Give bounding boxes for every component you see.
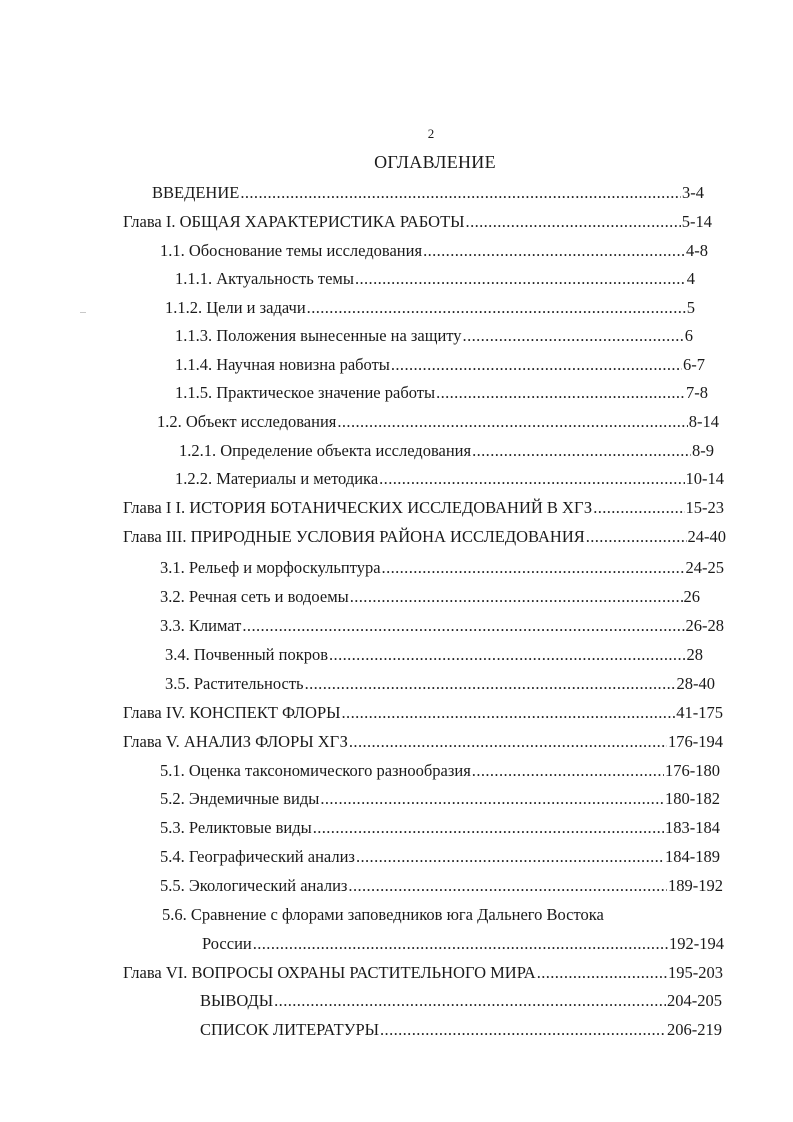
toc-entry-3-4[interactable]	[165, 644, 703, 666]
toc-entry-text: 5.6. Сравнение с флорами заповедников юга Дальнего Востока	[162, 905, 604, 924]
toc-entry-text: ВЫВОДЫ	[200, 991, 274, 1010]
toc-entry-1-2-2[interactable]	[175, 468, 724, 490]
toc-entry-text: 1.2.2. Материалы и методика	[175, 469, 379, 488]
toc-entry-pages: 26-28	[685, 616, 724, 635]
dot-leader	[586, 526, 687, 548]
toc-entry-text: 5.3. Реликтовые виды	[160, 818, 312, 837]
dot-leader	[350, 586, 683, 608]
toc-entry-chapter-6[interactable]	[123, 962, 723, 984]
toc-entry-pages: 8-14	[688, 412, 719, 431]
toc-entry-text: 3.3. Климат	[160, 616, 242, 635]
toc-entry-5-1[interactable]	[160, 760, 720, 782]
toc-entry-1-1-3[interactable]	[175, 325, 693, 347]
dot-leader	[391, 354, 682, 376]
toc-entry-text: СПИСОК ЛИТЕРАТУРЫ	[200, 1020, 380, 1039]
toc-entry-pages: 183-184	[665, 818, 720, 837]
toc-entry-pages: 192-194	[669, 934, 724, 953]
toc-entry-text: 1.2.1. Определение объекта исследования	[179, 441, 472, 460]
toc-entry-text: 5.5. Экологический анализ	[160, 876, 348, 895]
toc-entry-pages: 4-8	[686, 241, 708, 260]
toc-entry-5-6-continued[interactable]	[202, 933, 724, 955]
toc-entry-pages: 41-175	[676, 703, 723, 722]
toc-entry-pages: 6	[684, 326, 693, 345]
toc-entry-chapter-5[interactable]	[123, 731, 723, 753]
toc-entry-text: 1.2. Объект исследования	[157, 412, 337, 431]
toc-entry-text: 3.1. Рельеф и морфоскульптура	[160, 558, 381, 577]
dot-leader	[348, 875, 667, 897]
dot-leader	[463, 325, 684, 347]
toc-entry-3-3[interactable]	[160, 615, 724, 637]
toc-entry-5-5[interactable]	[160, 875, 723, 897]
toc-entry-pages: 5	[686, 298, 695, 317]
toc-entry-chapter-2[interactable]	[123, 497, 724, 519]
toc-entry-pages: 176-194	[668, 732, 723, 751]
toc-entry-conclusions[interactable]	[200, 990, 722, 1012]
dot-leader	[382, 557, 685, 579]
scan-mark	[80, 312, 86, 313]
dot-leader	[472, 440, 691, 462]
dot-leader	[349, 731, 667, 753]
toc-entry-text: 3.5. Растительность	[165, 674, 304, 693]
toc-entry-pages: 3-4	[682, 183, 704, 202]
dot-leader	[380, 1019, 666, 1041]
toc-entry-pages: 204-205	[667, 991, 722, 1010]
dot-leader	[329, 644, 685, 666]
dot-leader	[307, 297, 686, 319]
toc-entry-text: 1.1.4. Научная новизна работы	[175, 355, 390, 374]
toc-entry-text: 1.1.1. Актуальность темы	[175, 269, 354, 288]
toc-entry-5-6[interactable]	[162, 904, 604, 926]
toc-entry-pages: 24-25	[685, 558, 724, 577]
toc-entry-5-3[interactable]	[160, 817, 720, 839]
toc-entry-1-1-4[interactable]	[175, 354, 705, 376]
toc-entry-text: 1.1.5. Практическое значение работы	[175, 383, 436, 402]
toc-entry-text: Глава I I. ИСТОРИЯ БОТАНИЧЕСКИХ ИССЛЕДОВАНИЙ В ХГЗ	[123, 498, 593, 517]
toc-entry-1-1-2[interactable]	[165, 297, 695, 319]
dot-leader	[356, 846, 664, 868]
dot-leader	[537, 962, 667, 984]
dot-leader	[436, 382, 685, 404]
toc-entry-pages: 176-180	[665, 761, 720, 780]
toc-entry-1-1-5[interactable]	[175, 382, 708, 404]
toc-entry-introduction[interactable]	[152, 182, 704, 204]
dot-leader	[342, 702, 676, 724]
dot-leader	[240, 182, 681, 204]
toc-entry-text: 1.1. Обоснование темы исследования	[160, 241, 423, 260]
toc-entry-pages: 180-182	[665, 789, 720, 808]
toc-entry-pages: 4	[686, 269, 695, 288]
toc-entry-text: 1.1.3. Положения вынесенные на защиту	[175, 326, 462, 345]
toc-entry-1-2-1[interactable]	[179, 440, 714, 462]
toc-entry-pages: 189-192	[668, 876, 723, 895]
dot-leader	[313, 817, 664, 839]
toc-entry-pages: 206-219	[667, 1020, 722, 1039]
toc-entry-references[interactable]	[200, 1019, 722, 1041]
dot-leader	[242, 615, 684, 637]
dot-leader	[355, 268, 686, 290]
toc-entry-text: Глава I. ОБЩАЯ ХАРАКТЕРИСТИКА РАБОТЫ	[123, 212, 465, 231]
toc-entry-text: Глава V. АНАЛИЗ ФЛОРЫ ХГЗ	[123, 732, 348, 751]
toc-entry-text: 5.2. Эндемичные виды	[160, 789, 320, 808]
toc-entry-pages: 26	[683, 587, 700, 606]
toc-entry-pages: 24-40	[687, 527, 726, 546]
toc-entry-chapter-4[interactable]	[123, 702, 723, 724]
toc-entry-pages: 10-14	[685, 469, 724, 488]
toc-entry-pages: 6-7	[683, 355, 705, 374]
toc-entry-text: ВВЕДЕНИЕ	[152, 183, 240, 202]
toc-title: ОГЛАВЛЕНИЕ	[374, 152, 496, 172]
toc-entry-3-5[interactable]	[165, 673, 715, 695]
toc-entry-pages: 184-189	[665, 847, 720, 866]
dot-leader	[253, 933, 668, 955]
toc-entry-5-2[interactable]	[160, 788, 720, 810]
toc-entry-text: 5.4. Географический анализ	[160, 847, 355, 866]
toc-entry-pages: 15-23	[685, 498, 724, 517]
toc-entry-text: 3.2. Речная сеть и водоемы	[160, 587, 349, 606]
dot-leader	[337, 411, 687, 433]
toc-entry-pages: 7-8	[686, 383, 708, 402]
dot-leader	[379, 468, 684, 490]
toc-entry-text: 1.1.2. Цели и задачи	[165, 298, 306, 317]
toc-entry-1-1[interactable]	[160, 240, 708, 262]
toc-entry-text: 5.1. Оценка таксономического разнообразия	[160, 761, 471, 780]
page-number: 2	[427, 126, 435, 141]
dot-leader	[423, 240, 685, 262]
toc-entry-3-1[interactable]	[160, 557, 724, 579]
dot-leader	[320, 788, 664, 810]
dot-leader	[466, 211, 681, 233]
toc-entry-text: Глава IV. КОНСПЕКТ ФЛОРЫ	[123, 703, 341, 722]
toc-entry-1-1-1[interactable]	[175, 268, 695, 290]
dot-leader	[274, 990, 666, 1012]
toc-entry-text: Глава III. ПРИРОДНЫЕ УСЛОВИЯ РАЙОНА ИССЛЕДОВАНИЯ	[123, 527, 585, 546]
dot-leader	[472, 760, 664, 782]
toc-entry-5-4[interactable]	[160, 846, 720, 868]
toc-entry-text: Глава VI. ВОПРОСЫ ОХРАНЫ РАСТИТЕЛЬНОГО МИРА	[123, 963, 536, 982]
toc-entry-chapter-1[interactable]	[123, 211, 712, 233]
dot-leader	[593, 497, 684, 519]
toc-entry-pages: 28	[686, 645, 703, 664]
toc-entry-text-continued: России	[202, 934, 252, 953]
toc-entry-chapter-3[interactable]	[123, 526, 726, 548]
toc-entry-pages: 195-203	[668, 963, 723, 982]
toc-entry-pages: 28-40	[676, 674, 715, 693]
toc-entry-pages: 8-9	[692, 441, 714, 460]
toc-entry-1-2[interactable]	[157, 411, 719, 433]
toc-entry-pages: 5-14	[681, 212, 712, 231]
toc-entry-3-2[interactable]	[160, 586, 700, 608]
dot-leader	[305, 673, 676, 695]
toc-entry-text: 3.4. Почвенный покров	[165, 645, 329, 664]
